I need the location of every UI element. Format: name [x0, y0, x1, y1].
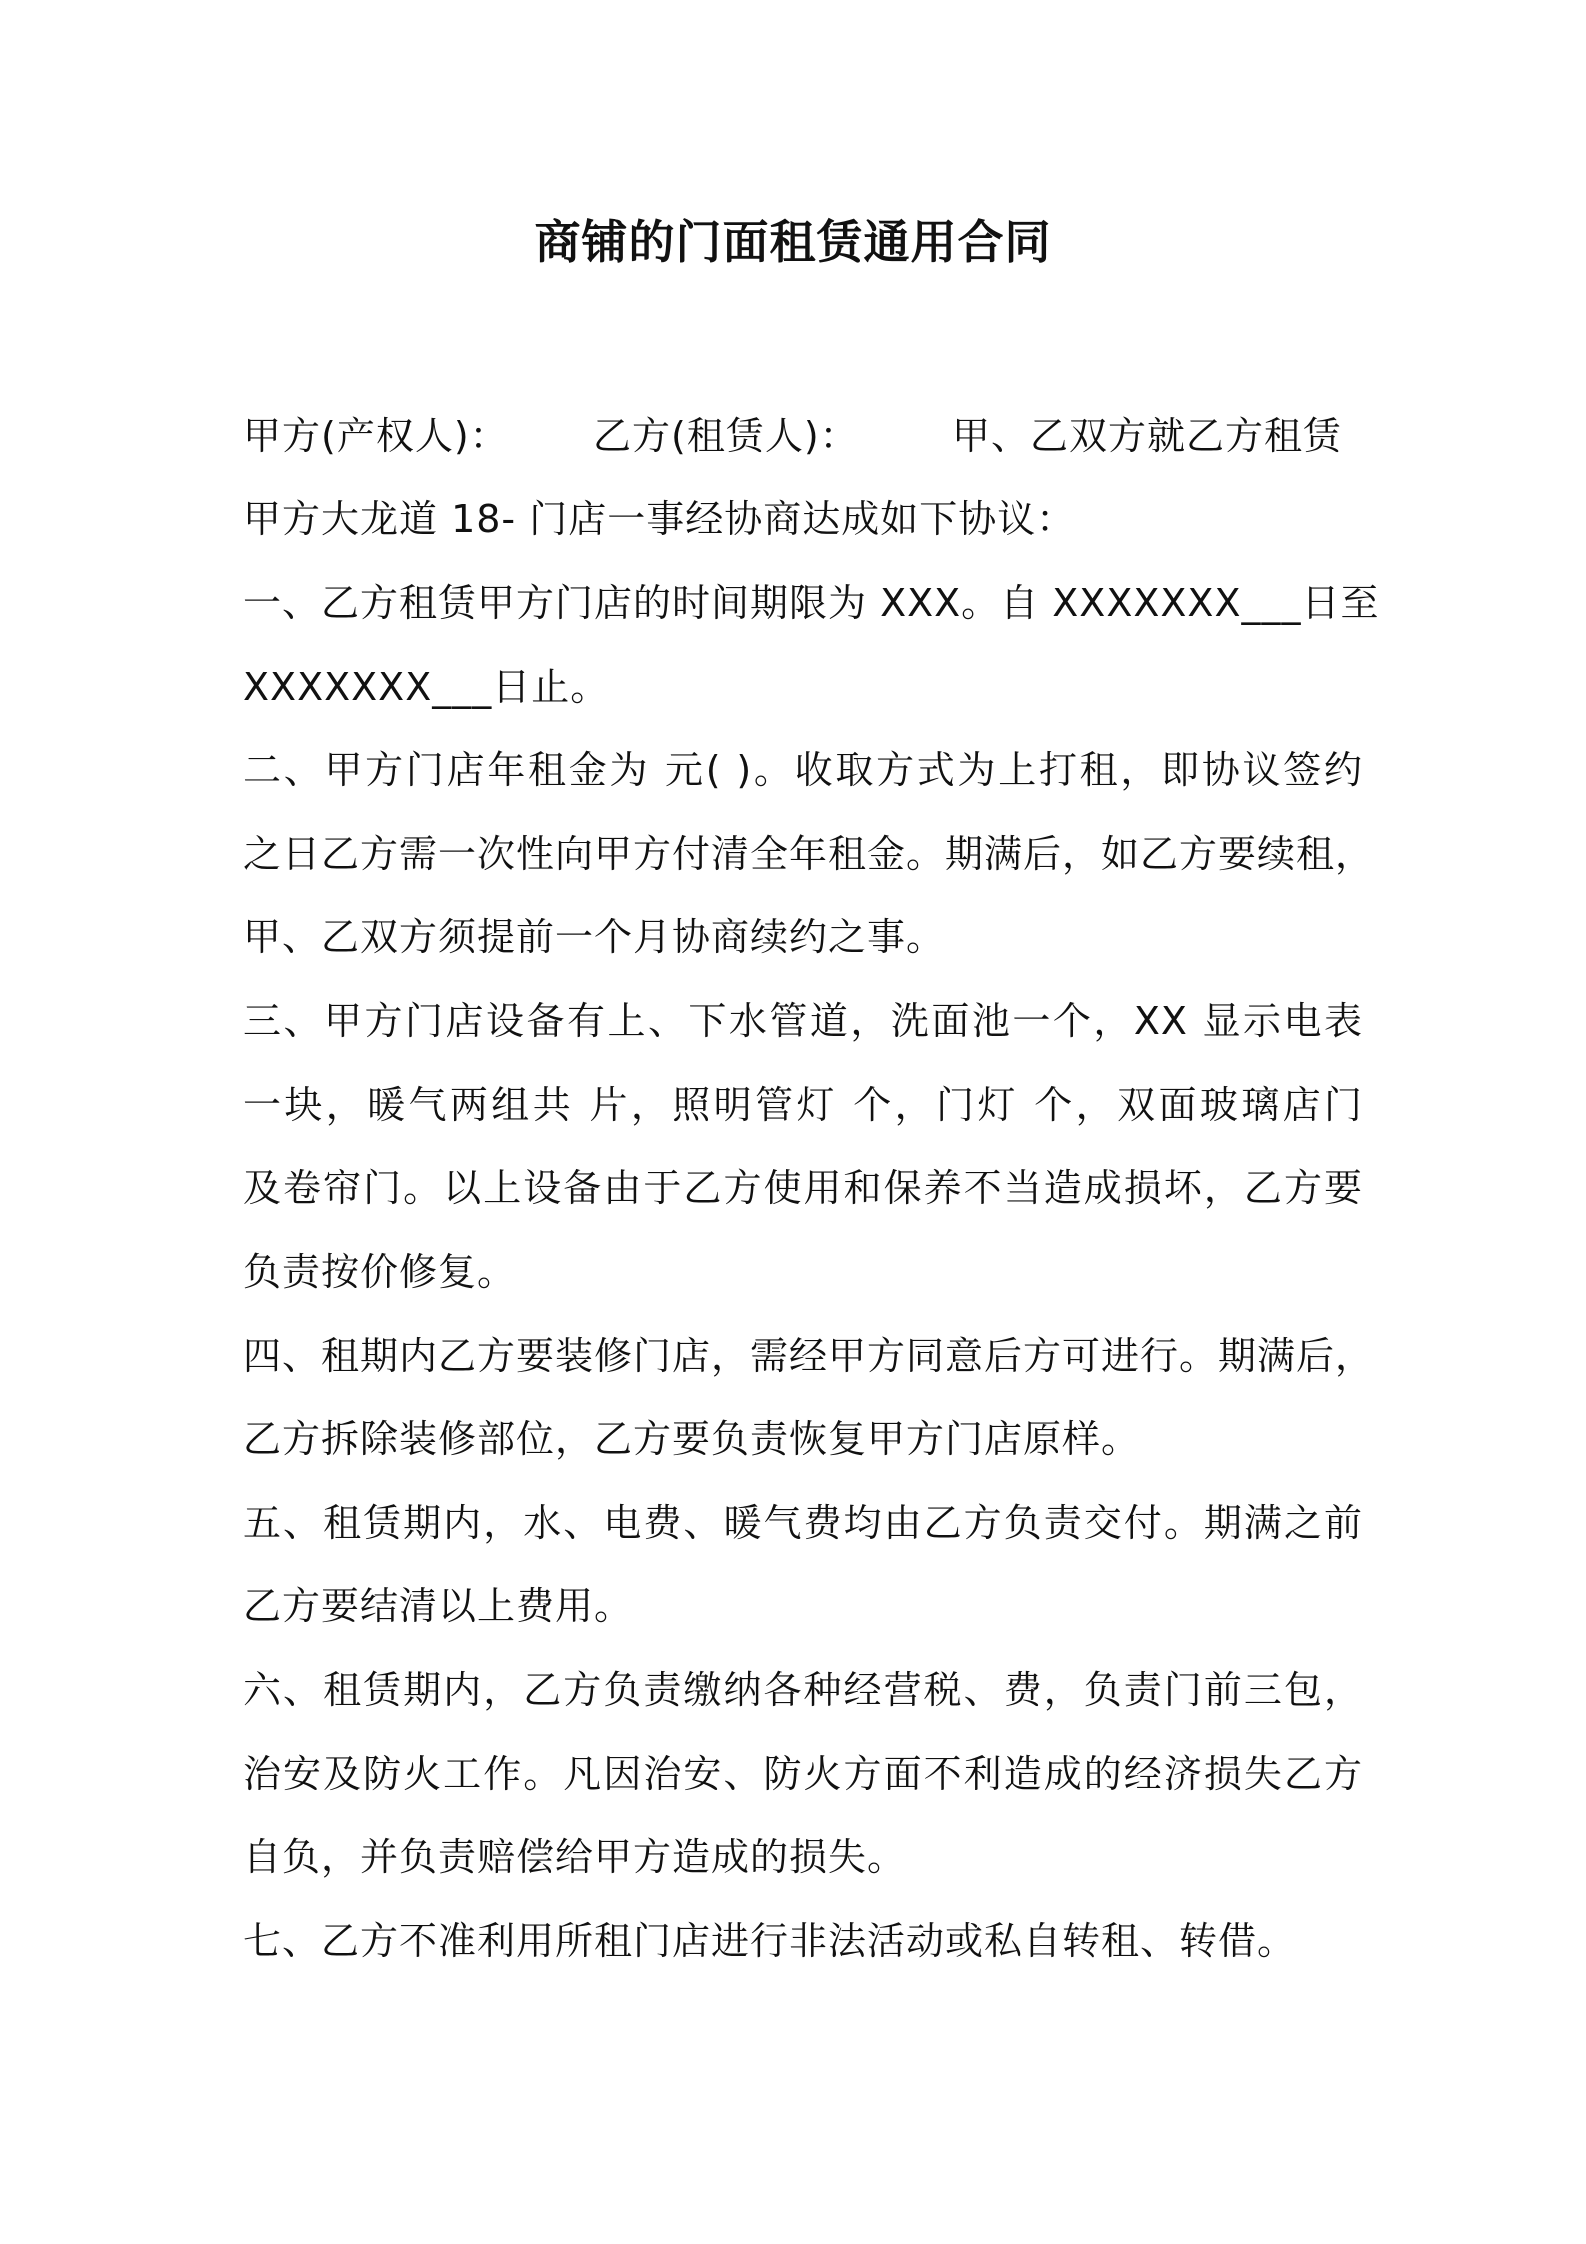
contract-line: 负责按价修复。 [243, 1250, 517, 1294]
party-b-label: 乙方(租赁人)： [593, 414, 859, 458]
contract-line: 一块，暖气两组共 片，照明管灯 个，门灯 个，双面玻璃店门 [243, 1083, 1363, 1127]
contract-line: 之日乙方需一次性向甲方付清全年租金。期满后，如乙方要续租， [243, 832, 1375, 876]
contract-line: 自负，并负责赔偿给甲方造成的损失。 [243, 1835, 907, 1879]
contract-line: 及卷帘门。以上设备由于乙方使用和保养不当造成损坏，乙方要 [243, 1166, 1363, 1210]
contract-line: 七、乙方不准利用所租门店进行非法活动或私自转租、转借。 [243, 1919, 1297, 1963]
contract-line: 一、乙方租赁甲方门店的时间期限为 XXX。自 XXXXXXX___日至 [243, 581, 1380, 625]
party-a-label: 甲方(产权人)： [243, 414, 509, 458]
preamble-start: 甲、乙双方就乙方租赁 [952, 414, 1343, 458]
contract-line: XXXXXXX___日止。 [243, 665, 610, 709]
contract-line: 四、租期内乙方要装修门店，需经甲方同意后方可进行。期满后， [243, 1334, 1375, 1378]
contract-line: 甲、乙双方须提前一个月协商续约之事。 [243, 915, 946, 959]
parties-line [243, 411, 1363, 461]
document-title: 商铺的门面租赁通用合同 [534, 215, 1052, 269]
contract-line: 二、甲方门店年租金为 元( )。收取方式为上打租，即协议签约 [243, 748, 1363, 792]
contract-line: 甲方大龙道 18- 门店一事经协商达成如下协议： [243, 497, 1076, 541]
contract-line: 乙方拆除装修部位，乙方要负责恢复甲方门店原样。 [243, 1417, 1141, 1461]
contract-line: 治安及防火工作。凡因治安、防火方面不利造成的经济损失乙方 [243, 1752, 1363, 1796]
contract-line: 六、租赁期内，乙方负责缴纳各种经营税、费，负责门前三包， [243, 1668, 1363, 1712]
contract-line: 乙方要结清以上费用。 [243, 1584, 634, 1628]
contract-line: 五、租赁期内，水、电费、暖气费均由乙方负责交付。期满之前 [243, 1501, 1363, 1545]
contract-line: 三、甲方门店设备有上、下水管道，洗面池一个，XX 显示电表 [243, 999, 1363, 1043]
